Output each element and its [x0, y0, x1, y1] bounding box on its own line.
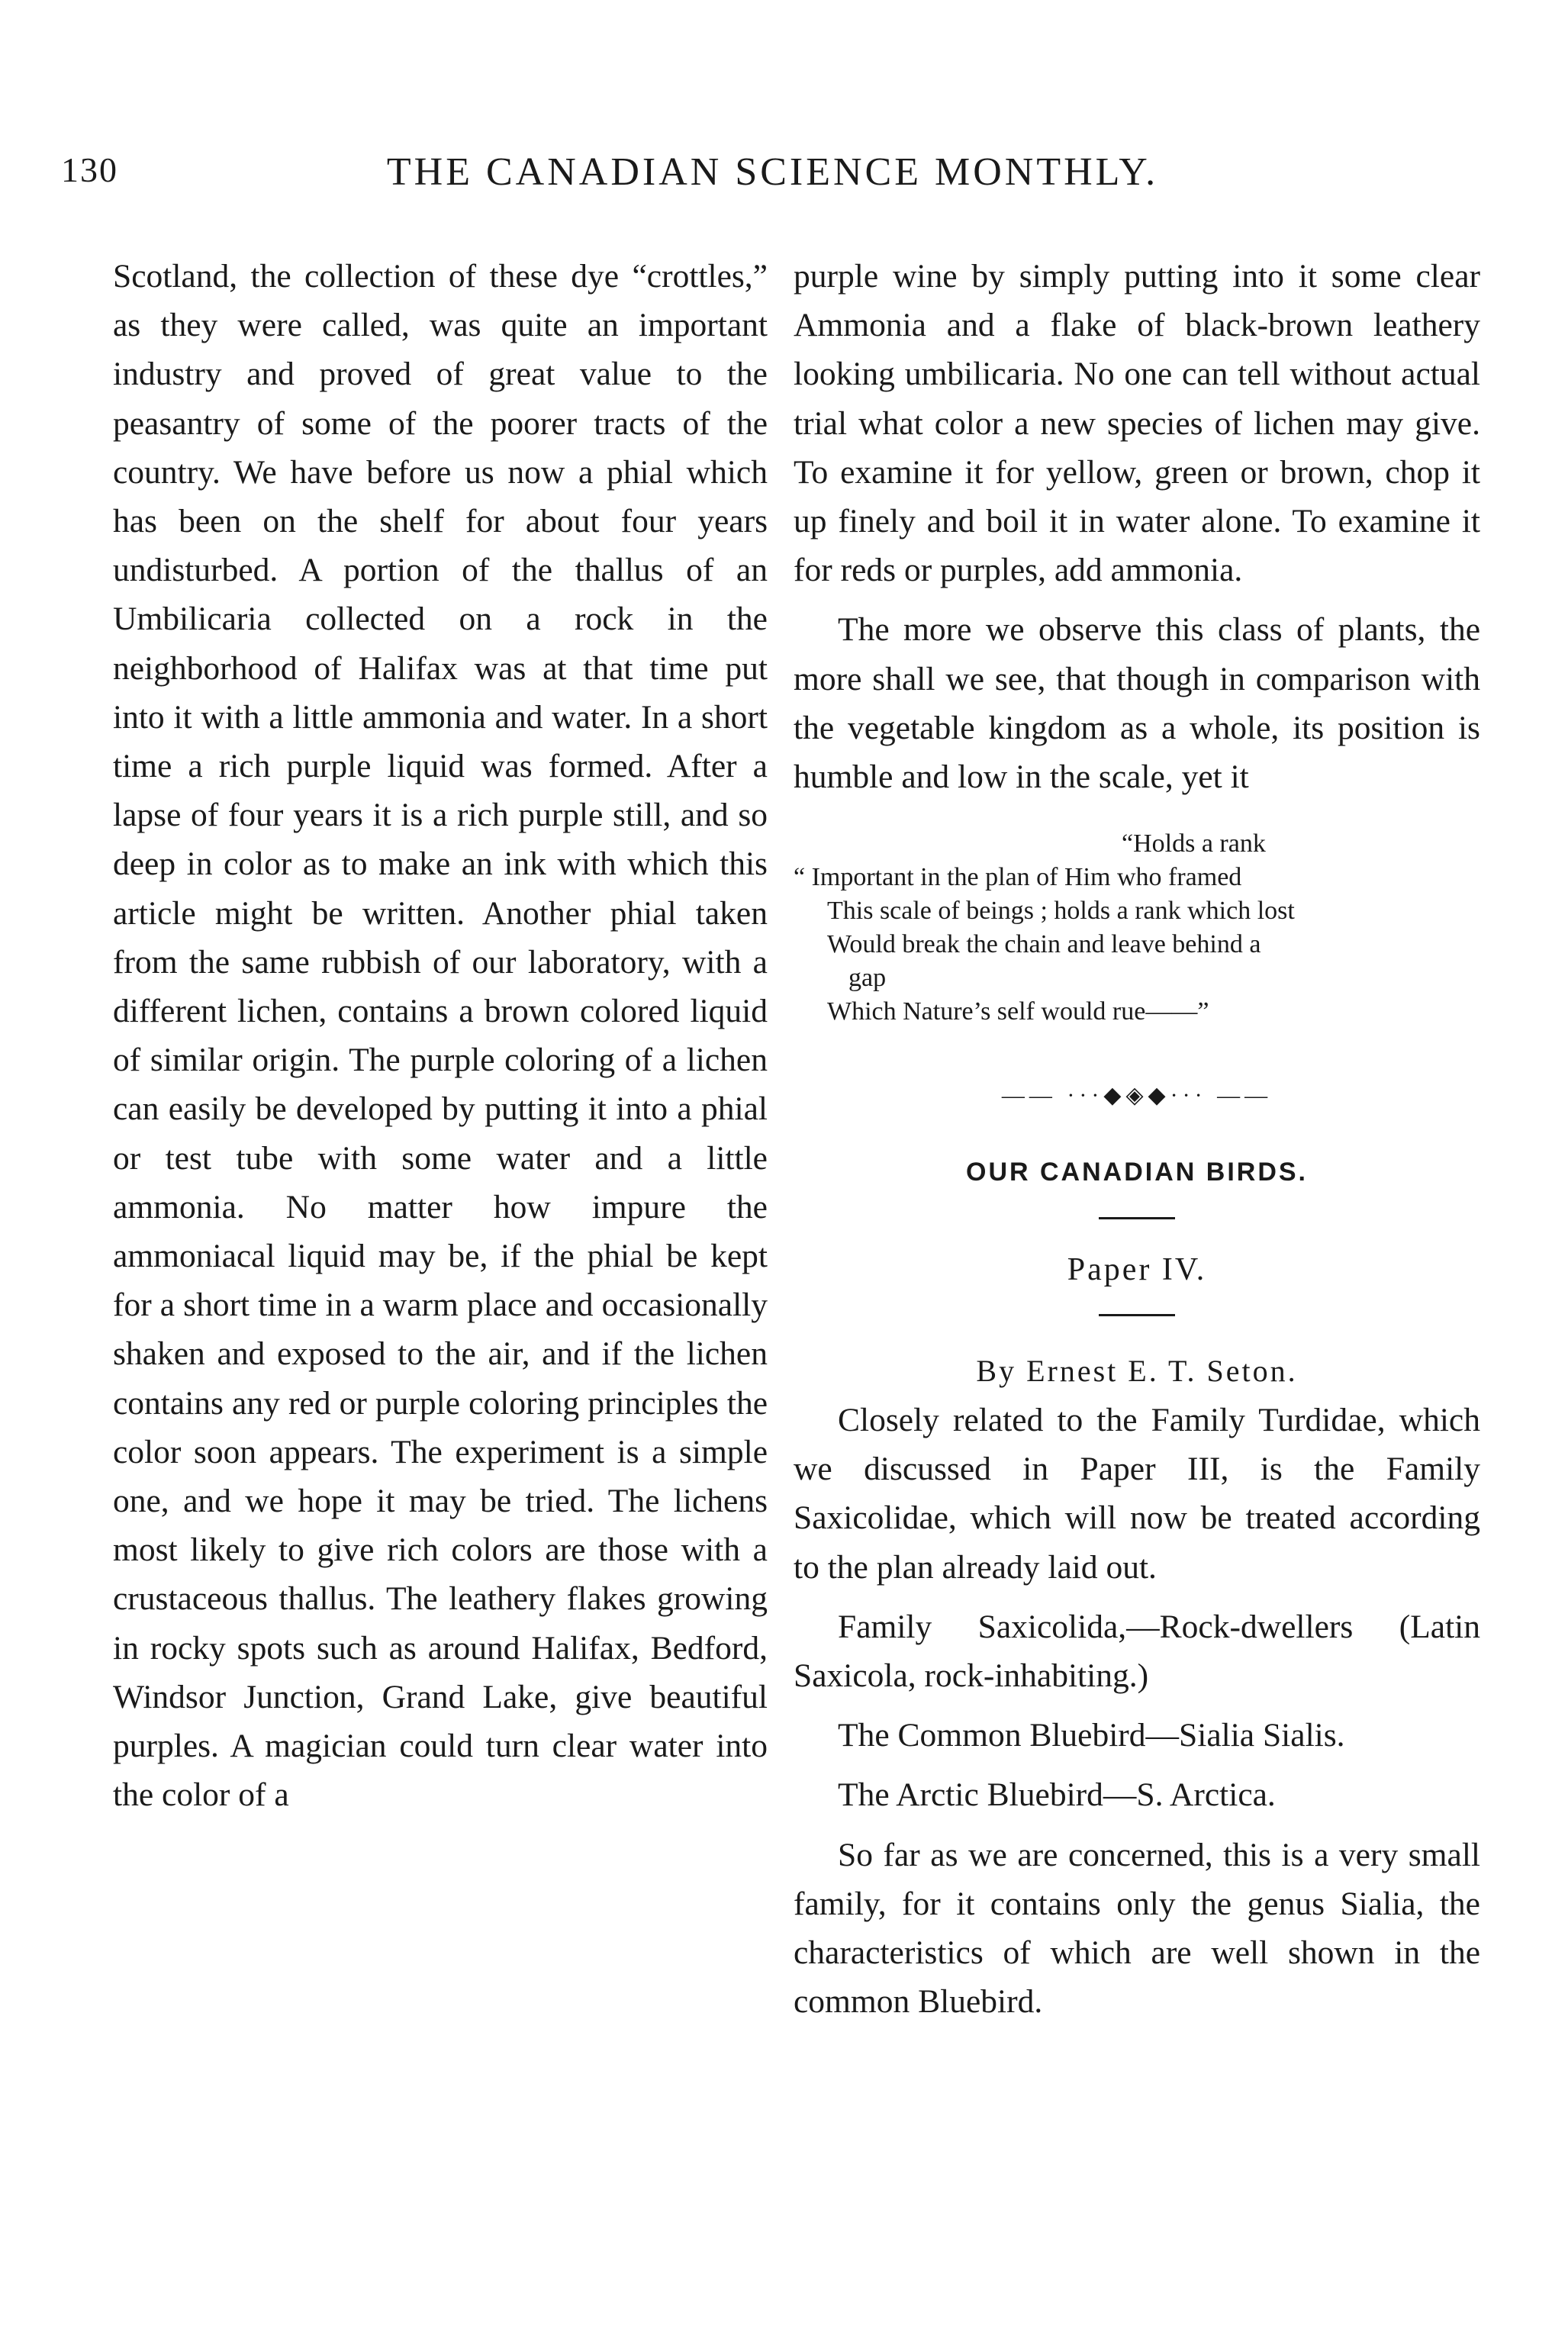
running-title: THE CANADIAN SCIENCE MONTHLY.: [386, 150, 1159, 194]
page-number: 130: [61, 150, 118, 189]
verse-line: This scale of beings ; holds a rank which lost: [827, 897, 1295, 926]
continuation-paragraph: purple wine by simply putting into it some clear Ammonia and a flake of black-brown leathery looking umbilicaria. No one can tell without actual trial what color a new species of lichen may give. To examine it for yellow, green or brown, chop it up finely and boil it in water alone. To examine it for reds or purples, add ammonia.: [794, 258, 1480, 589]
lichen-class-paragraph: The more we observe this class of plants, the more shall we see, that though in comparison with the vegetable kingdom as a whole, its position is humble and low in the scale, yet it: [794, 611, 1480, 796]
section-title: OUR CANADIAN BIRDS.: [966, 1158, 1308, 1187]
right-column: [794, 252, 1480, 2026]
species-entry: The Common Bluebird—Sialia Sialis.: [838, 1717, 1345, 1754]
closing-paragraph: So far as we are concerned, this is a very small family, for it contains only the genus Sialia, the characteristics of which are well shown in the common Bluebird.: [794, 1836, 1480, 2021]
page-header: [61, 150, 1484, 211]
species-entry: The Arctic Bluebird—S. Arctica.: [838, 1776, 1276, 1814]
section-ornament: —— ···◆◈◆··· ——: [1001, 1083, 1273, 1109]
intro-paragraph: Closely related to the Family Turdidae, which we discussed in Paper III, is the Family Saxicolidae, which will now be treated according to the plan already laid out.: [794, 1402, 1480, 1586]
verse-line: Which Nature’s self would rue——”: [827, 997, 1209, 1026]
title-rule: [1099, 1217, 1175, 1219]
left-column: [113, 252, 768, 1820]
verse-line: gap: [848, 964, 887, 993]
verse-line: Would break the chain and leave behind a: [827, 930, 1261, 959]
family-entry: Family Saxicolida,—Rock-dwellers (Latin Saxicola, rock-inhabiting.): [794, 1608, 1480, 1695]
verse-quotation: [794, 827, 1480, 1029]
verse-line: “ Important in the plan of Him who framed: [794, 863, 1242, 892]
byline: By Ernest E. T. Seton.: [976, 1353, 1298, 1388]
paper-number: Paper IV.: [1067, 1251, 1207, 1287]
lichen-dye-paragraph: Scotland, the collection of these dye “crottles,” as they were called, was quite an important industry and proved of great value to the peasantry of some of the poorer tracts of the country. We have before us now a phial which has been on the shelf for about four years undisturbed. A portion of the thallus of an Umbilicaria collected on a rock in the neighborhood of Halifax was at that time put into it with a little ammonia and water. In a short time a rich purple liquid was formed. After a lapse of four years it is a rich purple still, and so deep in color as to make an ink with which this article might be written. Another phial taken from the same rubbish of our laboratory, with a different lichen, contains a brown colored liquid of similar origin. The purple coloring of a lichen can easily be developed by putting it into a phial or test tube with some water and a little ammonia. No matter how impure the ammoniacal liquid may be, if the phial be kept for a short time in a warm place and occasionally shaken and exposed to the air, and if the lichen contains any red or purple coloring principles the color soon appears. The experiment is a simple one, and we hope it may be tried. The lichens most likely to give rich colors are those with a crustaceous thallus. The leathery flakes growing in rocky spots such as around Halifax, Bedford, Windsor Junction, Grand Lake, give beautiful purples. A magician could turn clear water into the color of a: [113, 258, 768, 1814]
paper-rule: [1099, 1314, 1175, 1316]
verse-line: “Holds a rank: [1122, 829, 1266, 858]
